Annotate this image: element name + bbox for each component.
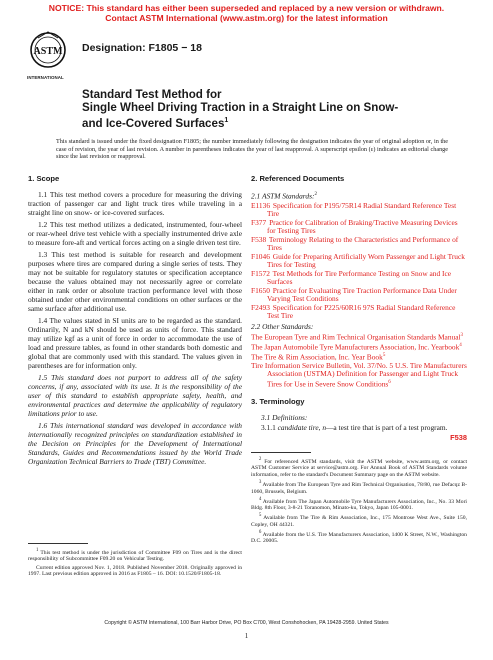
right-column — [251, 174, 467, 443]
reference-designation: F377 — [251, 217, 267, 227]
reference-designation: F538 — [251, 234, 267, 244]
terminology-heading: 3. Terminology — [251, 396, 305, 406]
footnotes-right — [251, 457, 467, 546]
para-1-2: 1.2 This test method utilizes a dedicated, instrumented, four-wheel or rear-wheel drive test vehicle with a specially instrumented drive axle to measure fore-aft and vertical forces acting on a single driven test tire. — [28, 219, 242, 248]
page-number: 1 — [244, 632, 249, 640]
title-line-3: and Ice-Covered Surfaces$^1$ — [82, 116, 229, 130]
para-1-1: 1.1 This test method covers a procedure for measuring the driving traction of passenger car and light truck tires while traveling in a straight line on snow- or ice-covered surfaces. — [28, 190, 242, 218]
para-1-4: 1.4 The values stated in SI units are to be regarded as the standard. Ordinarily, N and kN should be used as units of force. This standard may utilize kgf as a unit of force in order to accommodate the use of load and pressure tables, as found in other standards both domestic and global that are commonly used with this standard. The values given in parentheses are for information only. — [28, 315, 242, 371]
other-standard-footnote-ref: 5 — [382, 352, 386, 358]
definition-candidate-tire: 3.1.1 candidate tire, n—a test tire that is part of a test program. — [261, 422, 448, 432]
other-standard-title: The Tire & Rim Association, Inc. Year Book — [251, 352, 383, 362]
other-standards-subheading: 2.2 Other Standards: — [251, 321, 314, 331]
reference-item[interactable] — [251, 304, 467, 321]
other-standard-title: The Japan Automobile Tyre Manufacturers Association, Inc. Yearbook — [251, 342, 460, 352]
footnote-1a: $^1$ This test method is under the jurisdiction of Committee F09 on Tires and is the direct responsibility of Subcommittee F09.20 on Vehicular Testing. — [28, 548, 242, 563]
para-1-5: 1.5 This standard does not purport to address all of the safety concerns, if any, associated with its use. It is the responsibility of the user of this standard to establish appropriate safety, health, and environmental practices and determine the applicability of regulatory limitations prior to use. — [28, 372, 242, 419]
scope-heading: 1. Scope — [28, 174, 60, 183]
reference-title: Guide for Preparing Artificially Worn Passenger and Light Truck Tires for Testing — [267, 251, 465, 270]
referenced-documents-heading: 2. Referenced Documents — [251, 174, 345, 183]
title-line-1: Standard Test Method for — [82, 88, 222, 101]
left-column — [28, 174, 242, 469]
notice-line-1: NOTICE: This standard has either been superseded and replaced by a new version or withdrawn. — [48, 3, 445, 13]
footnotes-left — [28, 548, 242, 579]
astm-standards-subheading: 2.1 ASTM Standards:$^2$ — [251, 191, 317, 201]
other-standard-footnote-ref: 3 — [460, 332, 464, 338]
para-1-6: 1.6 This international standard was developed in accordance with internationally recognized principles on standardization established in the Decision on Principles for the Development of International Standards, Guides and Recommendations issued by the World Trade Organization Technical Barriers to Trade (TBT) Committee. — [28, 420, 242, 467]
reference-item[interactable] — [251, 236, 467, 253]
reference-title: Practice for Evaluating Tire Traction Performance Data Under Varying Test Conditions — [267, 285, 457, 304]
reference-title: Specification for P195/75R14 Radial Standard Reference Test Tire — [267, 200, 457, 219]
other-standard-item[interactable] — [251, 332, 467, 342]
reference-designation: E1136 — [251, 200, 271, 210]
reference-list — [251, 202, 467, 321]
reference-title: Test Methods for Tire Performance Testing on Snow and Ice Surfaces — [267, 268, 452, 287]
reference-title: Specification for P225/60R16 97S Radial Standard Reference Test Tire — [267, 302, 456, 321]
other-standards-list — [251, 332, 467, 362]
copyright-line: Copyright © ASTM International, 100 Barr Harbor Drive, PO Box C700, West Conshohocken, PA 19428-2959. United States — [104, 620, 389, 626]
standard-issuance-note: This standard is issued under the fixed designation F1805; the number immediately following the designation indicates the year of original adoption or, in the case of revision, the year of last revision. A number in parentheses indicates the year of last reapproval. A superscript epsilon (ε) indicates an editorial change since the last revision or reapproval. — [56, 138, 448, 161]
footnote-5: $^5$ Available from The Tire & Rim Association, Inc., 175 Montrose West Ave., Suite 150, Copley, OH 44321. — [251, 513, 467, 528]
tisb-reference[interactable]: Tire Information Service Bulletin, Vol. 37/No. 5 U.S. Tire Manufacturers Association (USTMA) Definition for Passenger and Light Truck Tires for Use in Severe Snow Conditions$^6$ — [251, 360, 467, 389]
other-standard-footnote-ref: 4 — [459, 342, 462, 348]
reference-designation: F1650 — [251, 285, 270, 295]
footnote-1b: Current edition approved Nov. 1, 2018. Published November 2018. Originally approved in 1997. Last previous edition approved in 2016 as F1805 – 16. DOI: 10.1520/F1805-18. — [28, 564, 242, 578]
title-line-2: Single Wheel Driving Traction in a Straight Line on Snow- — [82, 101, 399, 114]
reference-title: Terminology Relating to the Characteristics and Performance of Tires — [267, 234, 459, 253]
footnote-divider-left — [28, 543, 88, 544]
para-1-3: 1.3 This test method is suitable for research and development purposes where tires are compared during a single series of tests. They may not be suitable for regulatory statutes or specification acceptance because the values obtained may not necessarily agree or correlate either in rank order or absolute traction performance level with those obtained under other environmental conditions on other surfaces or the same surface after additional use. — [28, 249, 242, 314]
notice-line-2: Contact ASTM International (www.astm.org) for the latest information — [105, 13, 388, 23]
astm-logo-icon — [30, 30, 66, 74]
logo-astm-text: ASTM — [33, 46, 63, 57]
footnote-3: $^3$ Available from The European Tyre and Rim Technical Organisation, 78/80, rue Defacqz B-1060, Brussels, Belgium. — [251, 480, 467, 495]
footnote-6: $^6$ Available from the U.S. Tire Manufacturers Association, 1400 K Street, N.W., Washington D.C. 20005. — [251, 529, 467, 545]
reference-item[interactable] — [251, 219, 467, 236]
reference-designation: F1572 — [251, 268, 270, 278]
reference-designation: F1046 — [251, 251, 270, 261]
document-title — [82, 88, 432, 130]
definitions-subheading: 3.1 Definitions: — [261, 412, 308, 422]
other-standard-title: The European Tyre and Rim Technical Organisation Standards Manual — [251, 332, 461, 342]
withdrawal-notice — [0, 3, 493, 23]
reference-title: Practice for Calibration of Braking/Tractive Measuring Devices for Testing Tires — [267, 217, 458, 236]
logo-international-text: INTERNATIONAL — [27, 75, 64, 80]
reference-item[interactable] — [251, 287, 467, 304]
reference-item[interactable] — [251, 202, 467, 219]
footnote-4: $^4$ Available from The Japan Automobile Tyre Manufacturers Association, Inc., No. 33 Mori Bldg. 8th Floor, 3-8-21 Toranomon, Minato-ku, Tokyo, Japan 105-0001. — [251, 496, 467, 512]
reference-designation: F2493 — [251, 302, 270, 312]
f538-source-tag[interactable]: F538 — [450, 433, 467, 443]
other-standard-item[interactable] — [251, 342, 467, 352]
footnote-divider-right — [251, 452, 311, 453]
reference-item[interactable] — [251, 270, 467, 287]
footnote-2: $^2$ For referenced ASTM standards, visit the ASTM website, www.astm.org, or contact ASTM Customer Service at service@astm.org. For Annual Book of ASTM Standards volume information, refer to the standard's Document Summary page on the ASTM website. — [251, 457, 467, 479]
reference-item[interactable] — [251, 253, 467, 270]
designation: Designation: F1805 − 18 — [82, 42, 202, 54]
